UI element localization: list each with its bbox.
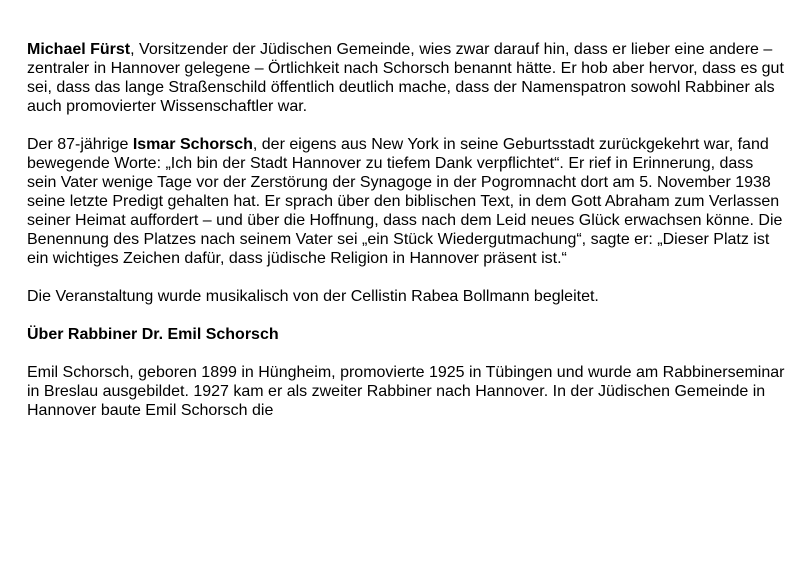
document-page — [27, 40, 787, 439]
paragraph-ismar-schorsch — [27, 135, 787, 268]
paragraph-ismar-intro: Der 87-jährige — [27, 136, 133, 153]
section-heading: Über Rabbiner Dr. Emil Schorsch — [27, 326, 279, 343]
paragraph-music: Die Veranstaltung wurde musikalisch von der Cellistin Rabea Bollmann begleitet. — [27, 288, 599, 305]
name-ismar-schorsch: Ismar Schorsch — [132, 136, 253, 153]
paragraph-fuerst-text: , Vorsitzender der Jüdischen Gemeinde, wies zwar darauf hin, dass er lieber eine andere – zentraler in Hannover gelegene – Örtlichkeit nach Schorsch benannt hätte. Er hob aber hervor, dass es gut sei, dass das lange Straßenschild öffentlich deutlich mache, dass der Namenspatron sowohl Rabbiner als auch promovierter Wissenschaftler war. — [27, 41, 784, 115]
name-michael-fuerst: Michael Fürst — [27, 41, 131, 58]
paragraph-fuerst — [27, 40, 787, 116]
paragraph-emil-schorsch: Emil Schorsch, geboren 1899 in Hüngheim, promovierte 1925 in Tübingen und wurde am Rabbinerseminar in Breslau ausgebildet. 1927 kam er als zweiter Rabbiner nach Hannover. In der Jüdischen Gemeinde in Hannover baute Emil Schorsch die — [27, 364, 785, 419]
paragraph-ismar-text: , der eigens aus New York in seine Geburtsstadt zurückgekehrt war, fand bewegende Worte: „Ich bin der Stadt Hannover zu tiefem Dank verpflichtet“. Er rief in Erinnerung, dass sein Vater wenige Tage vor der Zerstörung der Synagoge in der Pogromnacht dort am 5. November 1938 seine letzte Predigt gehalten hat. Er sprach über den biblischen Text, in dem Gott Abraham zum Verlassen seiner Heimat auffordert – und über die Hoffnung, dass nach dem Leid neues Glück erwachsen könne. Die Benennung des Platzes nach seinem Vater sei „ein Stück Wiedergutmachung“, sagte er: „Dieser Platz ist ein wichtiges Zeichen dafür, dass jüdische Religion in Hannover präsent ist.“ — [27, 136, 783, 267]
